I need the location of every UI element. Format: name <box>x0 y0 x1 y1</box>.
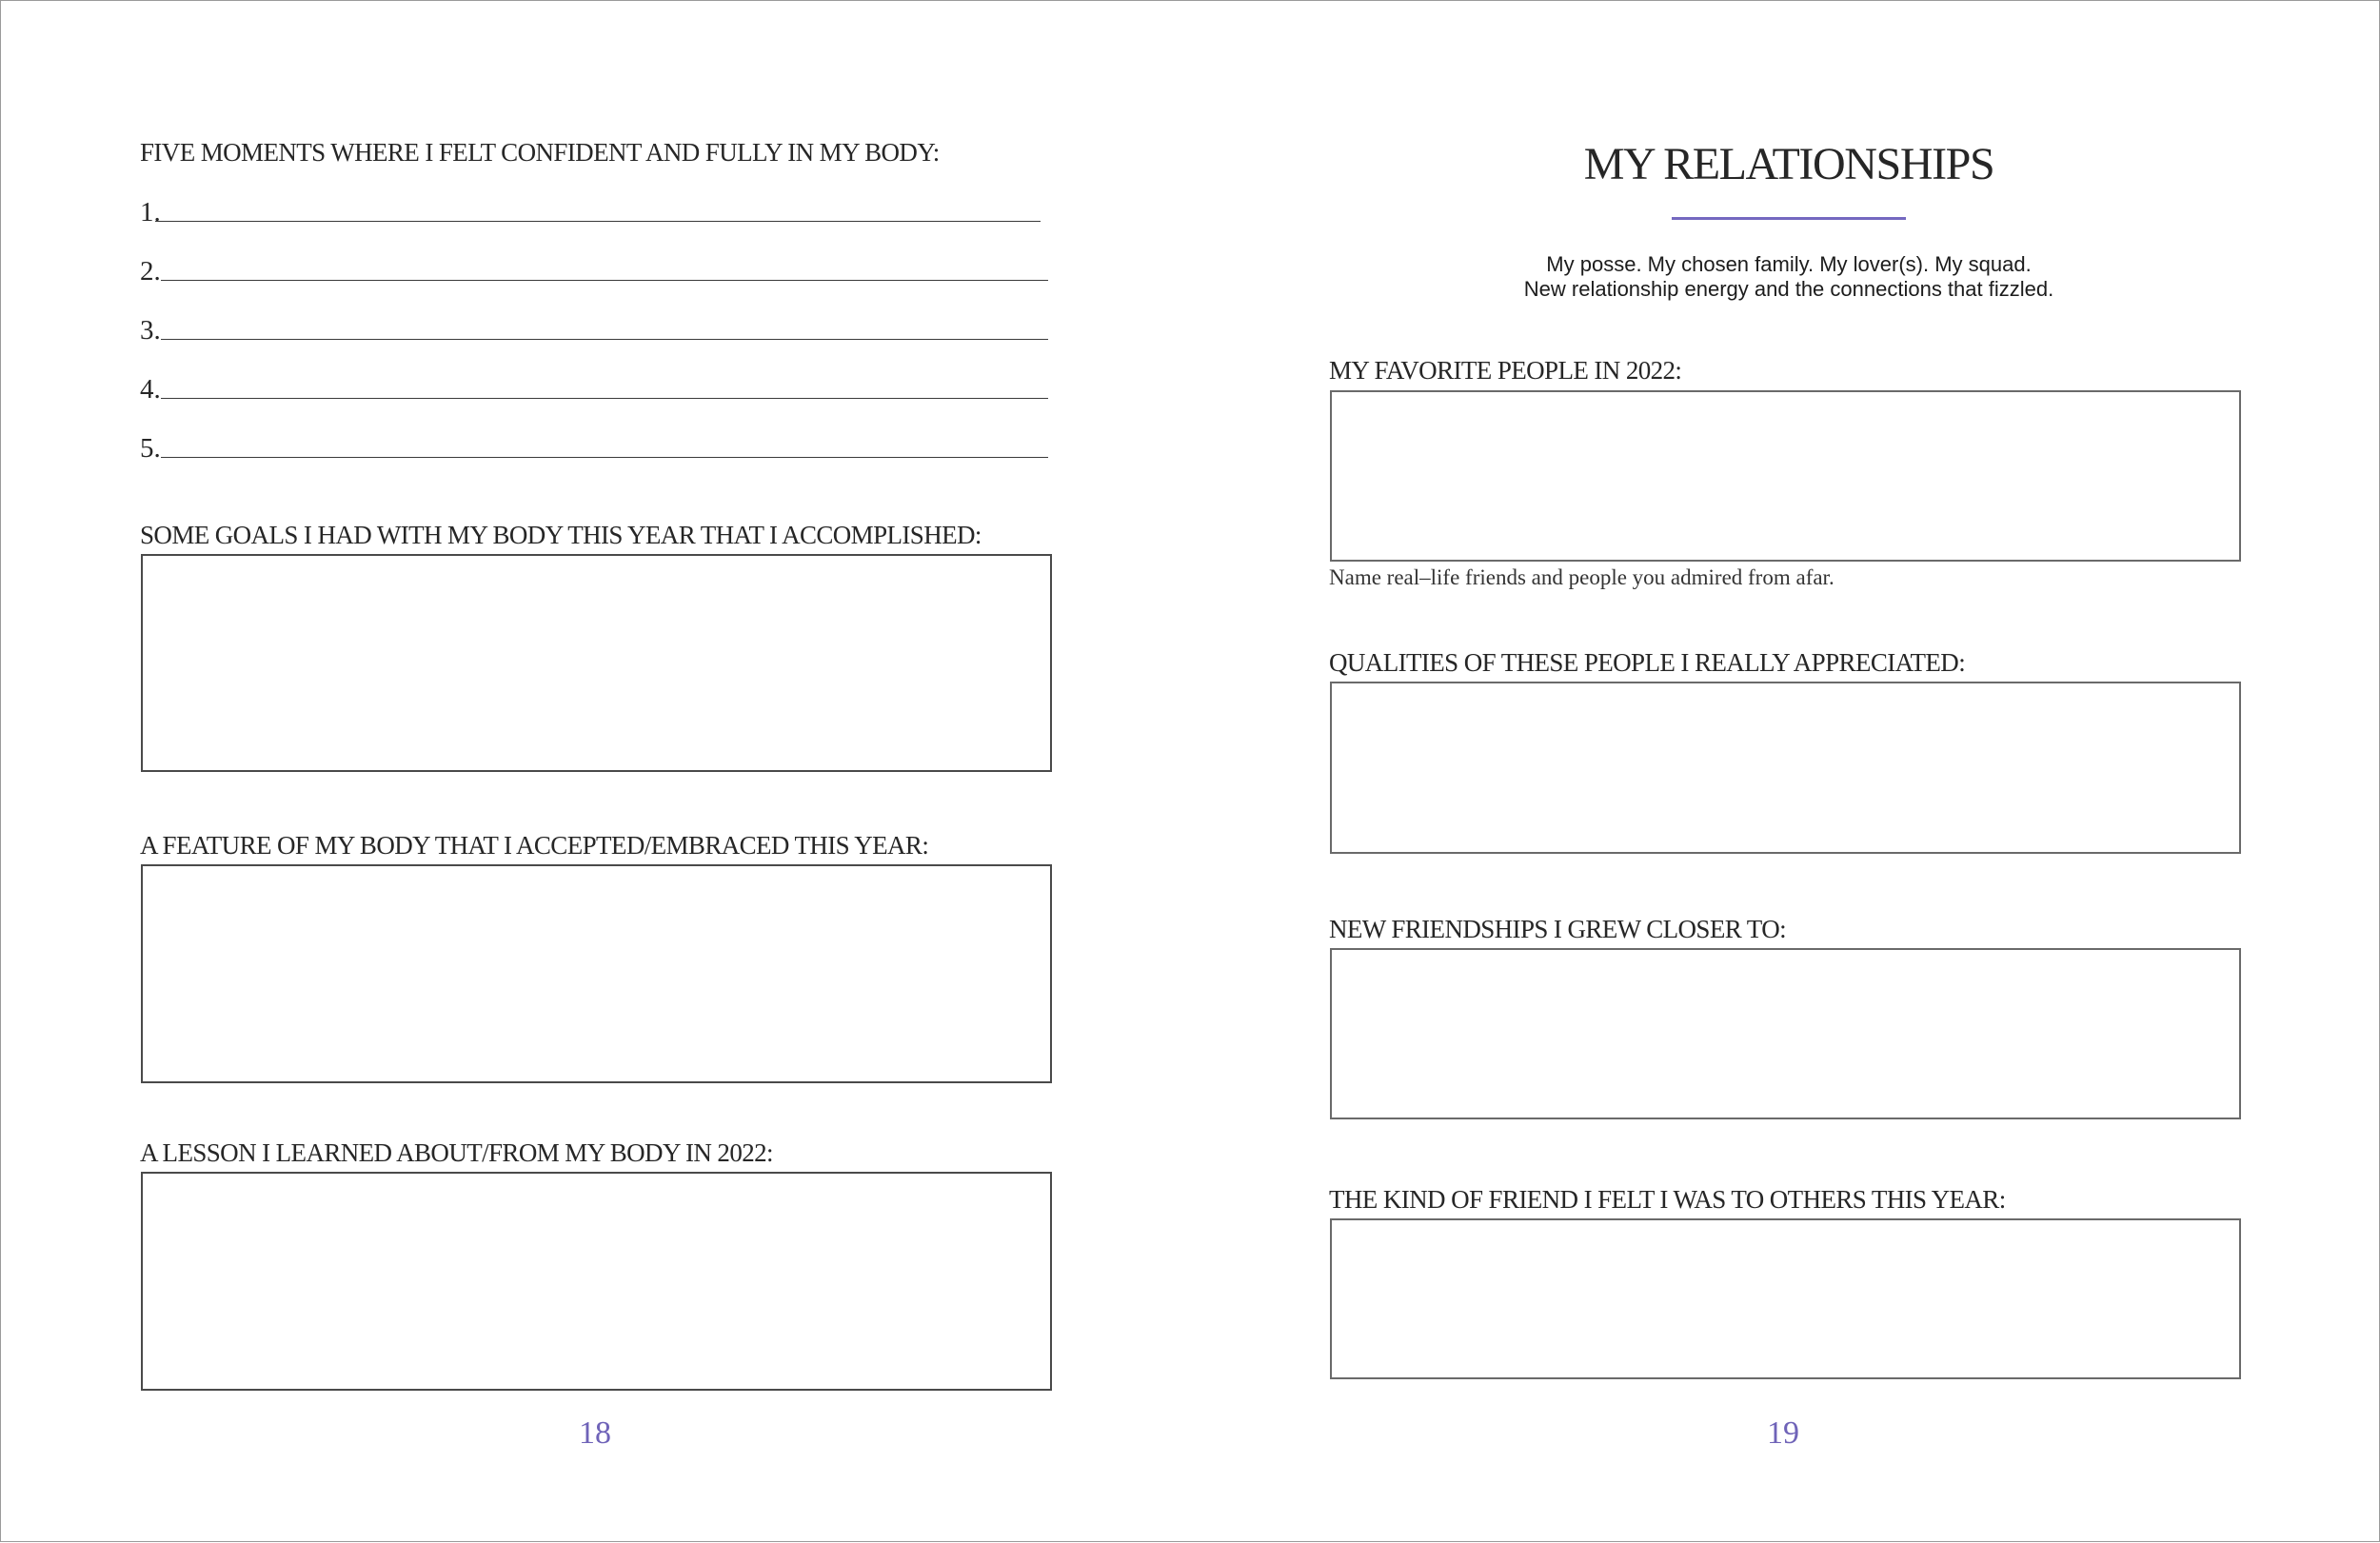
moment-number-3: 3. <box>140 315 161 346</box>
moment-rule-3 <box>161 339 1048 340</box>
qualities-label: QUALITIES OF THESE PEOPLE I REALLY APPRECIATED: <box>1329 648 1966 677</box>
moment-rule-1 <box>155 221 1041 222</box>
right-page <box>1191 1 2380 1543</box>
favorite-people-hint: Name real–life friends and people you admired from afar. <box>1329 565 1835 589</box>
title-underline <box>1672 217 1906 220</box>
moments-label: FIVE MOMENTS WHERE I FELT CONFIDENT AND FULLY IN MY BODY: <box>140 138 940 167</box>
moment-rule-5 <box>161 457 1048 458</box>
moment-rule-2 <box>161 280 1048 281</box>
page-number-left: 18 <box>579 1415 611 1451</box>
moment-line-2[interactable] <box>140 257 161 286</box>
kind-of-friend-label: THE KIND OF FRIEND I FELT I WAS TO OTHERS THIS YEAR: <box>1329 1185 2006 1214</box>
new-friendships-label: NEW FRIENDSHIPS I GREW CLOSER TO: <box>1329 915 1787 943</box>
subtitle-line-2: New relationship energy and the connections that fizzled. <box>1523 277 2054 301</box>
lesson-label: A LESSON I LEARNED ABOUT/FROM MY BODY IN 2022: <box>140 1138 773 1167</box>
moment-number-1: 1. <box>140 197 161 227</box>
moment-number-4: 4. <box>140 374 161 405</box>
moment-line-3[interactable] <box>140 316 161 345</box>
moment-line-1[interactable] <box>140 198 161 227</box>
moment-line-4[interactable] <box>140 375 161 404</box>
favorite-people-label: MY FAVORITE PEOPLE IN 2022: <box>1329 356 1682 385</box>
moment-number-2: 2. <box>140 256 161 287</box>
new-friendships-box[interactable] <box>1330 948 2241 1119</box>
lesson-box[interactable] <box>141 1172 1052 1391</box>
favorite-people-box[interactable] <box>1330 390 2241 562</box>
moment-line-5[interactable] <box>140 434 161 463</box>
goals-label: SOME GOALS I HAD WITH MY BODY THIS YEAR THAT I ACCOMPLISHED: <box>140 521 982 549</box>
kind-of-friend-box[interactable] <box>1330 1218 2241 1379</box>
qualities-box[interactable] <box>1330 682 2241 854</box>
moment-number-5: 5. <box>140 433 161 464</box>
feature-box[interactable] <box>141 864 1052 1083</box>
goals-box[interactable] <box>141 554 1052 772</box>
left-page <box>1 1 1191 1543</box>
page-title: MY RELATIONSHIPS <box>1583 139 1994 189</box>
subtitle-line-1: My posse. My chosen family. My lover(s). My squad. <box>1546 252 2032 276</box>
feature-label: A FEATURE OF MY BODY THAT I ACCEPTED/EMBRACED THIS YEAR: <box>140 831 929 860</box>
page-number-right: 19 <box>1767 1415 1799 1451</box>
moment-rule-4 <box>161 398 1048 399</box>
